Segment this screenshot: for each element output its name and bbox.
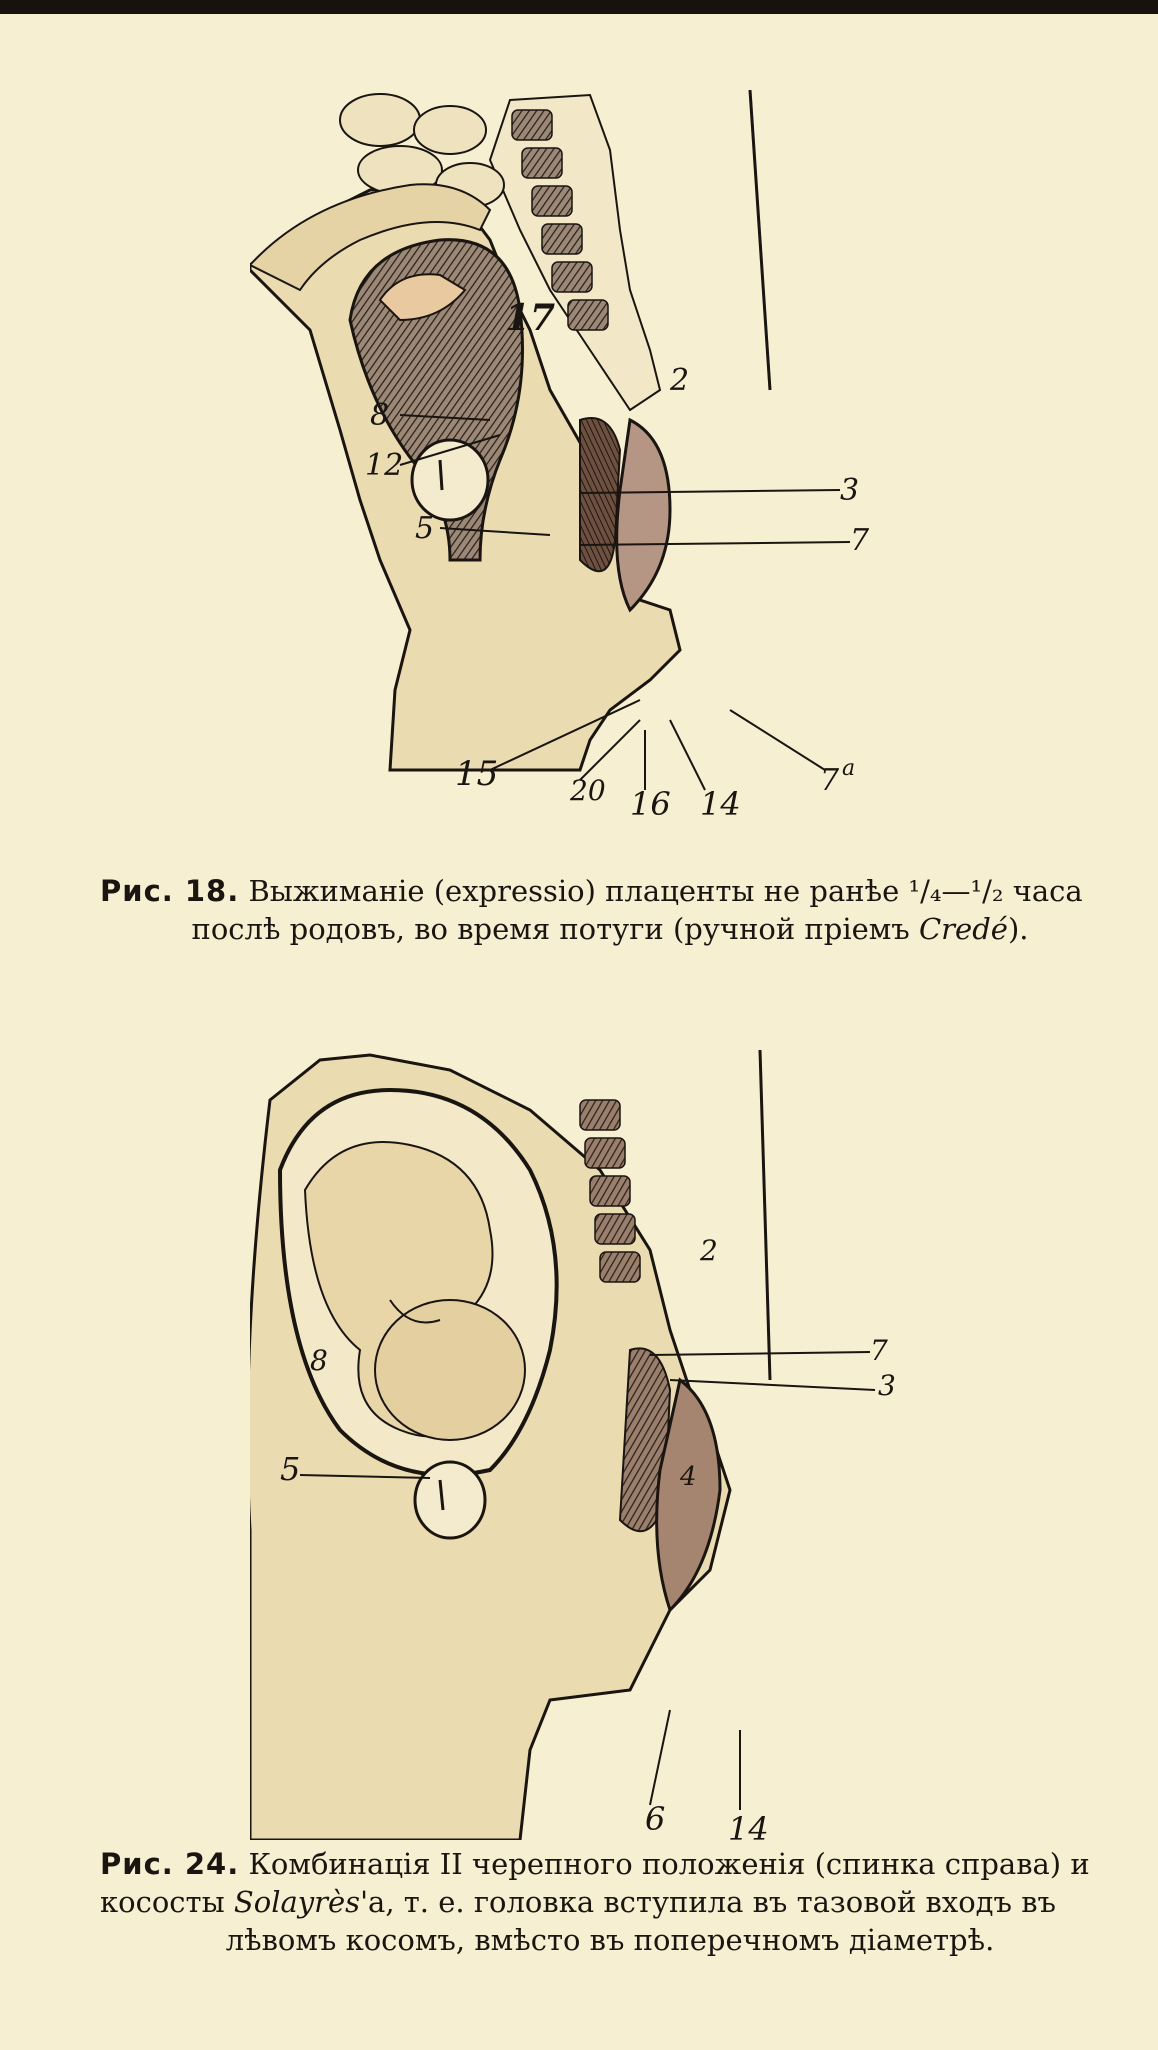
- figure-24-caption-line3: лѣвомъ косомъ, вмѣсто въ поперечномъ діаметрѣ.: [225, 1923, 995, 1957]
- label-8: 8: [370, 398, 390, 433]
- label-7: 7: [850, 523, 870, 558]
- label-5: 5: [415, 511, 435, 546]
- fig24-label-4: 4: [680, 1462, 697, 1492]
- fig24-label-2: 2: [700, 1234, 718, 1267]
- label-20: 20: [570, 774, 606, 807]
- figure-18-illustration: [250, 90, 910, 860]
- fig24-label-3: 3: [878, 1369, 896, 1402]
- label-15: 15: [455, 754, 499, 794]
- fig24-label-8: 8: [310, 1344, 328, 1377]
- solayres-name: Solayrès: [233, 1885, 361, 1919]
- caption-text: послѣ родовъ, во время потуги (ручной пріемъ: [191, 912, 919, 946]
- label-17: 17: [505, 297, 556, 339]
- figure-24-label: Рис. 24.: [100, 1847, 240, 1881]
- label-7a: 7: [820, 763, 840, 798]
- figure-18-caption-line2: [100, 910, 1120, 948]
- fig24-label-6: 6: [645, 1800, 666, 1838]
- label-2: 2: [670, 363, 690, 398]
- figure-24-caption-line1: Комбинація II черепного положенія (спинка справа) и: [248, 1847, 1090, 1881]
- caption-text-end: ).: [1007, 912, 1029, 946]
- label-16: 16: [630, 785, 671, 823]
- fig24-label-14: 14: [728, 1810, 769, 1840]
- figure-18-label: Рис. 18.: [100, 874, 240, 908]
- fig24-label-5: 5: [280, 1450, 301, 1488]
- credé-name: Credé: [918, 912, 1008, 946]
- fig24-label-7: 7: [870, 1334, 888, 1367]
- figure-18-caption: [100, 872, 1120, 948]
- figure-24-illustration: [250, 1050, 910, 1840]
- label-3: 3: [840, 473, 860, 508]
- label-12: 12: [365, 448, 404, 483]
- figure-24-caption: [100, 1845, 1120, 1959]
- label-14: 14: [700, 785, 741, 823]
- scan-top-edge: [0, 0, 1158, 14]
- caption-text-end: 'а, т. е. головка вступила въ тазовой входъ въ: [360, 1885, 1056, 1919]
- caption-text: кососты: [100, 1885, 234, 1919]
- label-7a-sup: a: [842, 756, 856, 781]
- figure-18-caption-line1: Выжиманіе (expressio) плаценты не ранѣе ¹/₄—¹/₂ часа: [248, 874, 1083, 908]
- figure-24-caption-line2: [100, 1885, 1056, 1919]
